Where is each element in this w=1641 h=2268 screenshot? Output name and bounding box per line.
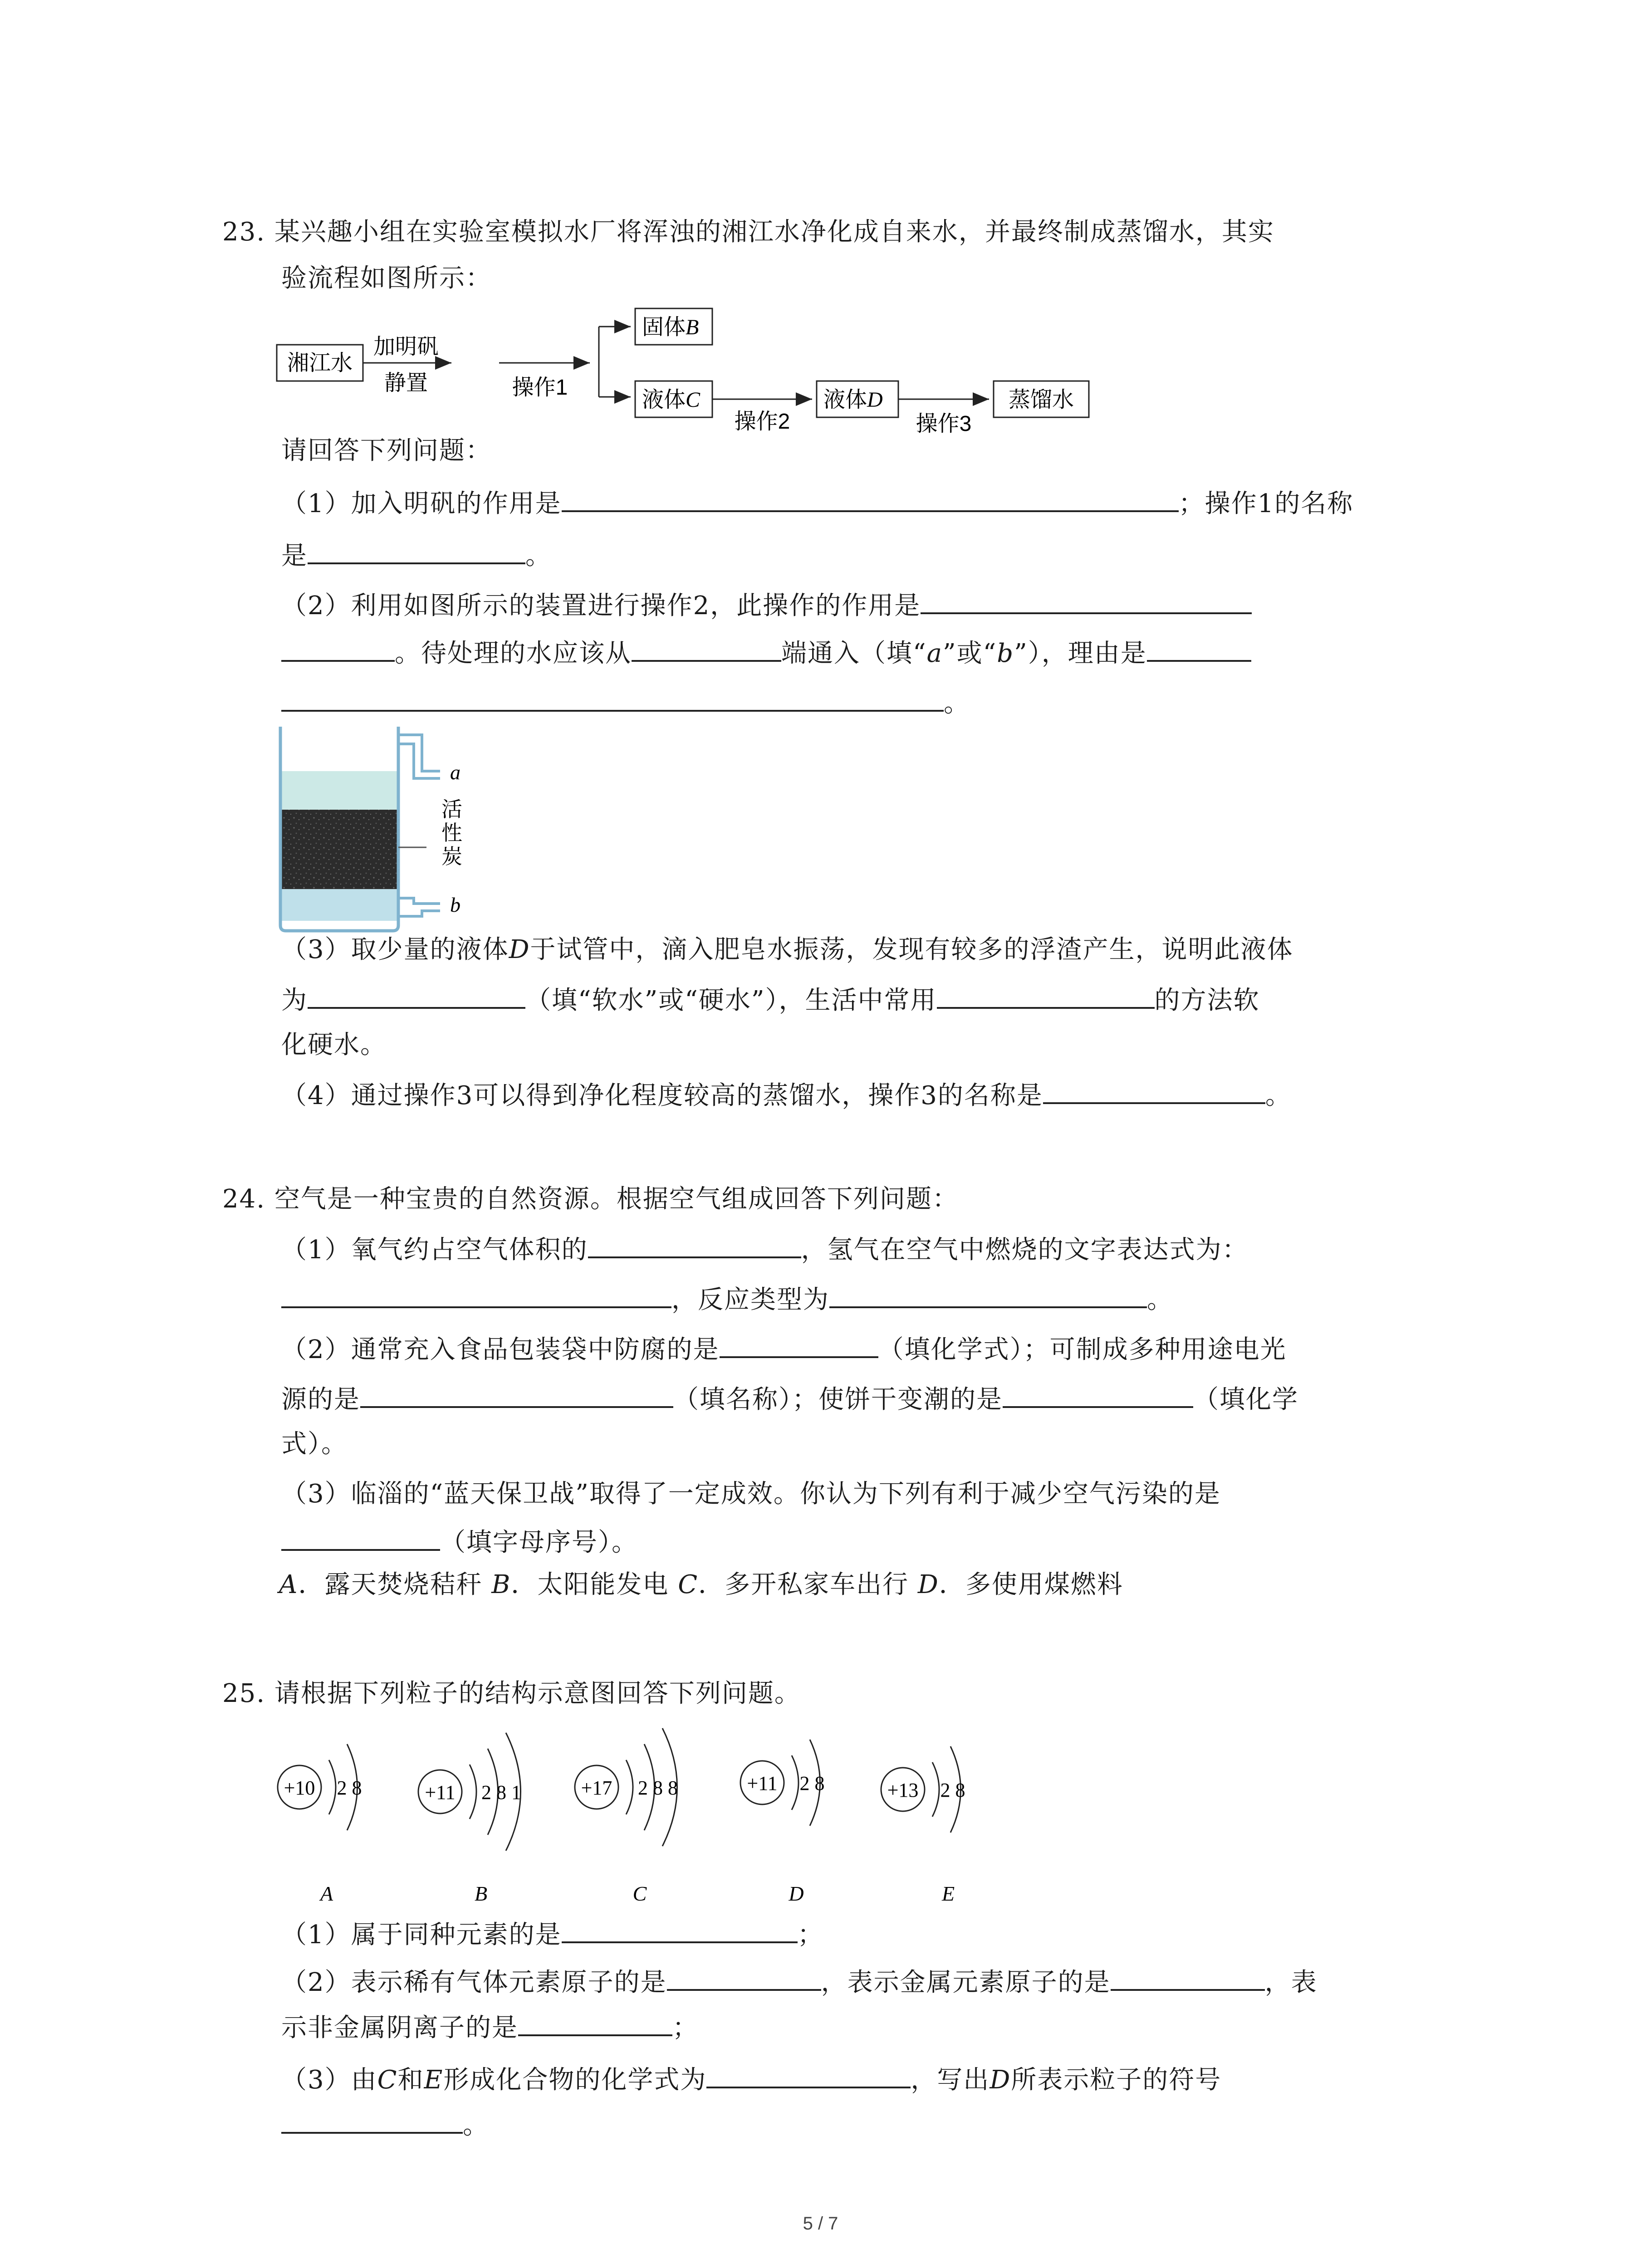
answer-blank[interactable] [1043,1080,1265,1104]
particle-c-electrons: 2 8 8 [638,1777,678,1799]
activated-carbon-layer [280,810,398,889]
port-a-label: a [450,761,460,784]
particle-c [575,1728,678,1905]
q25-part3-line2: 。 [281,2109,489,2141]
q24-stem: 24. 空气是一种宝贵的自然资源。根据空气组成回答下列问题： [222,1184,959,1214]
particle-d [740,1740,825,1905]
q25-stem: 25. 请根据下列粒子的结构示意图回答下列问题。 [222,1679,801,1708]
carbon-label-1: 活 [441,797,462,821]
q24-part1-line1: （1）氧气约占空气体积的 ，氢气在空气中燃烧的文字表达式为： [281,1234,1249,1265]
q23-stem-text: 某兴趣小组在实验室模拟水厂将浑浊的湘江水净化成自来水，并最终制成蒸馏水，其实 [274,217,1274,247]
answer-blank[interactable] [281,687,944,712]
water-layer-top [280,771,398,810]
particle-a [278,1744,362,1905]
q23-part3-line2: 为 （填“软水”或“硬水”），生活中常用 的方法软 [281,984,1260,1016]
answer-blank[interactable] [588,1234,801,1258]
particle-a-nucleus: +10 [284,1777,315,1799]
flow-step1-top: 加明矾 [373,335,439,359]
port-b-label: b [450,893,460,916]
q24-part2-line3: 式）。 [281,1429,348,1459]
particle-b-electrons: 2 8 1 [481,1781,521,1804]
answer-blank[interactable] [1147,637,1251,662]
pipe-a [398,735,440,778]
particle-e [881,1746,965,1905]
answer-blank[interactable] [632,637,781,662]
flow-solid-text: 固体B [642,315,699,339]
q25-number: 25. [222,1679,266,1708]
answer-blank[interactable] [829,1284,1147,1308]
water-layer-bottom [280,889,398,921]
q24-part3-line1: （3）临淄的“蓝天保卫战”取得了一定成效。你认为下列有利于减少空气污染的是 [281,1479,1221,1509]
particle-b-label: B [474,1882,488,1905]
q24-part2-line1: （2）通常充入食品包装袋中防腐的是 （填化学式）；可制成多种用途电光 [281,1334,1287,1365]
carbon-label-2: 性 [441,821,462,845]
particle-e-nucleus: +13 [887,1779,919,1801]
answer-blank[interactable] [562,1919,798,1943]
q23-stem-line1 [222,217,1274,247]
q23-prompt: 请回答下列问题： [281,436,492,465]
flow-end-label: 蒸馏水 [1008,388,1074,412]
q23-part2-line1: （2）利用如图所示的装置进行操作2，此操作的作用是 [281,590,1252,621]
particle-c-nucleus: +17 [581,1777,612,1799]
pipe-b [398,898,440,916]
answer-blank[interactable] [360,1383,673,1408]
q24-part2-line2: 源的是 （填名称）；使饼干变潮的是 （填化学 [281,1383,1298,1415]
particle-a-electrons: 2 8 [337,1777,362,1799]
carbon-label-3: 炭 [441,845,462,868]
q24-part1-line2: ，反应类型为 。 [281,1284,1173,1315]
answer-blank[interactable] [1111,1966,1265,1991]
particle-b-nucleus: +11 [425,1781,456,1804]
flow-liquid-c-text: 液体C [642,388,700,412]
q23-flow-diagram [272,299,1116,445]
q23-part2-line2: 。待处理的水应该从 端通入（填“a”或“b”），理由是 [281,637,1251,669]
answer-blank[interactable] [1003,1383,1193,1408]
particle-diagrams [263,1719,1034,1928]
q25-part2-line2: 示非金属阴离子的是 ； [281,2012,699,2043]
flow-op2-label: 操作2 [734,410,790,434]
particle-e-label: E [941,1882,955,1905]
q23-part1-line2: 是 。 [281,540,552,571]
page-number: 5 / 7 [803,2214,838,2234]
flow-start-label: 湘江水 [287,351,353,375]
particle-d-label: D [789,1882,804,1905]
answer-blank[interactable] [281,1526,440,1551]
particle-e-electrons: 2 8 [940,1779,965,1801]
answer-blank[interactable] [667,1966,821,1991]
flow-step1-bottom: 静置 [384,371,428,395]
q23-part1-line1: （1）加入明矾的作用是 ；操作1的名称 [281,488,1353,519]
answer-blank[interactable] [518,2012,672,2036]
answer-blank[interactable] [562,488,1179,512]
q24-part3-line2: （填字母序号）。 [281,1526,638,1558]
q25-part1: （1）属于同种元素的是 ； [281,1919,824,1950]
particle-c-label: C [632,1882,647,1905]
answer-blank[interactable] [308,984,525,1009]
q24-options: A．露天焚烧秸秆 B．太阳能发电 C．多开私家车出行 D．多使用煤燃料 [279,1570,1123,1599]
flow-liquid-d-text: 液体D [823,388,883,412]
answer-blank[interactable] [281,637,395,662]
answer-blank[interactable] [281,1284,671,1308]
answer-blank[interactable] [720,1334,878,1358]
q23-part3-line1: （3）取少量的液体D于试管中，滴入肥皂水振荡，发现有较多的浮渣产生，说明此液体 [281,935,1293,964]
q23-stem-line2: 验流程如图所示： [281,264,492,293]
particle-b [418,1733,521,1905]
flow-op1-label: 操作1 [512,376,568,400]
filter-apparatus [272,726,508,934]
flow-op3-label: 操作3 [916,412,972,436]
q25-part3-line1: （3）由C和E形成化合物的化学式为 ，写出D所表示粒子的符号 [281,2064,1221,2095]
q23-part2-line3: 。 [281,687,970,719]
q24-number: 24. [222,1184,266,1214]
particle-d-electrons: 2 8 [799,1772,825,1794]
answer-blank[interactable] [308,540,525,564]
answer-blank[interactable] [921,590,1252,614]
q23-part4: （4）通过操作3可以得到净化程度较高的蒸馏水，操作3的名称是 。 [281,1080,1292,1111]
particle-a-label: A [320,1882,333,1905]
answer-blank[interactable] [281,2109,463,2134]
answer-blank[interactable] [937,984,1155,1009]
q25-part2-line1: （2）表示稀有气体元素原子的是 ，表示金属元素原子的是 ，表 [281,1966,1318,1998]
q23-part3-line3: 化硬水。 [281,1030,387,1060]
answer-blank[interactable] [706,2064,911,2088]
q23-number: 23. [222,217,266,247]
particle-d-nucleus: +11 [747,1772,778,1794]
